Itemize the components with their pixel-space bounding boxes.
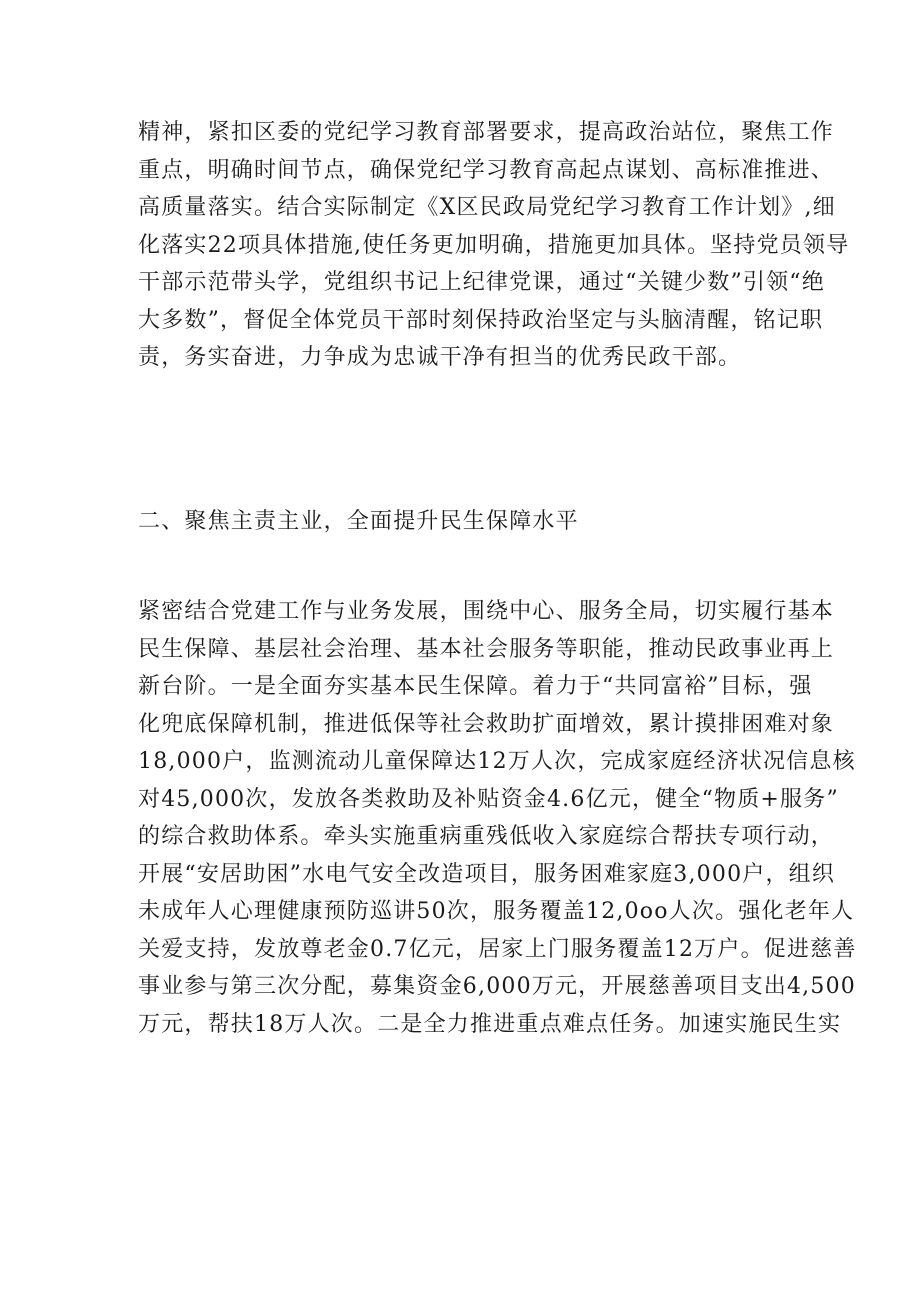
paragraph-line: 未成年人心理健康预防巡讲50次，服务覆盖12,0oo人次。强化老年人 (138, 899, 855, 924)
paragraph-line: 万元，帮扶18万人次。二是全力推进重点难点任务。加速实施民生实 (138, 1011, 842, 1037)
paragraph-line: 新台阶。一是全面夯实基本民生保障。着力于“共同富裕”目标，强 (138, 674, 813, 699)
paragraph-line: 大多数”，督促全体党员干部时刻保持政治坚定与头脑清醒，铭记职 (138, 307, 824, 333)
paragraph-line: 干部示范带头学，党组织书记上纪律党课，通过“关键少数”引领“绝 (138, 270, 825, 295)
paragraph-line: 责，务实奋进，力争成为忠诚干净有担当的优秀民政干部。 (138, 345, 742, 370)
section-heading-text: 二、聚焦主责主业，全面提升民生保障水平 (138, 509, 579, 534)
paragraph-line: 精神，紧扣区委的党纪学习教育部署要求，提高政治站位，聚焦工作 (138, 120, 835, 145)
paragraph-line: 的综合救助体系。牵头实施重病重残低收入家庭综合帮扶专项行动， (138, 824, 835, 849)
paragraph-line: 紧密结合党建工作与业务发展，围绕中心、服务全局，切实履行基本 (138, 599, 835, 624)
paragraph-line: 化兜底保障机制，推进低保等社会救助扩面增效，累计摸排困难对象 (138, 711, 835, 737)
paragraph-line: 化落实22项具体措施,使任务更加明确，措施更加具体。坚持党员领导 (138, 232, 850, 258)
paragraph-line: 对45,000次，发放各类救助及补贴资金4.6亿元，健全“物质+服务” (138, 786, 839, 812)
paragraph-line: 高质量落实。结合实际制定《X区民政局党纪学习教育工作计划》,细 (138, 195, 836, 220)
paragraph-line: 18,000户，监测流动儿童保障达12万人次，完成家庭经济状况信息核 (138, 749, 856, 774)
paragraph-line: 民生保障、基层社会治理、基本社会服务等职能，推动民政事业再上 (138, 636, 835, 662)
section-heading (138, 503, 798, 541)
paragraph-party-discipline (138, 114, 850, 377)
paragraph-line: 关爱支持，发放尊老金0.7亿元，居家上门服务覆盖12万户。促进慈善 (138, 936, 857, 962)
paragraph-line: 开展“安居助困”水电气安全改造项目，服务困难家庭3,000户，组织 (138, 861, 836, 887)
paragraph-line: 事业参与第三次分配，募集资金6,000万元，开展慈善项目支出4,500 (138, 974, 856, 999)
paragraph-livelihood-security (138, 593, 857, 1043)
paragraph-line: 重点，明确时间节点，确保党纪学习教育高起点谋划、高标准推进、 (138, 157, 835, 183)
